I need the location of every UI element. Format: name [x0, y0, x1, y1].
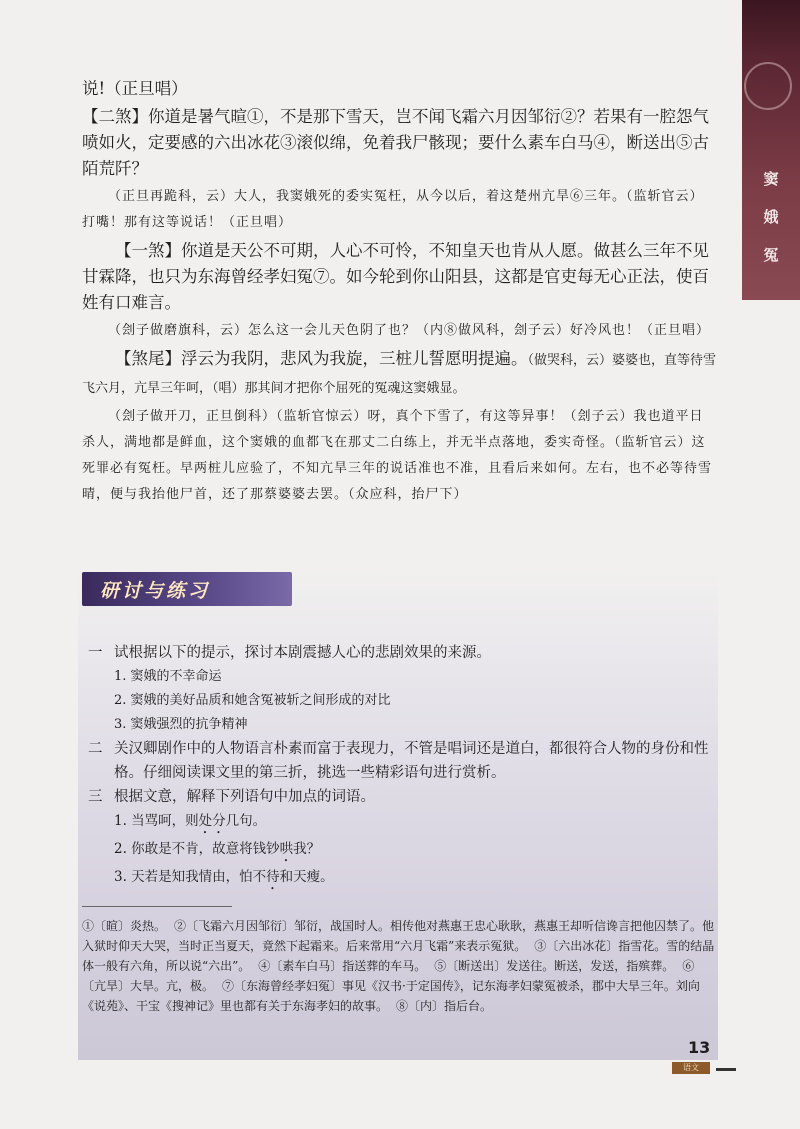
subitem-text: 几句。 [225, 813, 267, 829]
dotted-word: 处分 [198, 813, 226, 829]
body-paragraph [82, 104, 717, 182]
side-title-char: 冤 [763, 246, 779, 264]
exercise-text: 根据文意，解释下列语句中加点的词语。 [114, 789, 375, 805]
exercise-text: 关汉卿剧作中的人物语言朴素而富于表现力，不管是唱词还是道白，都很符合人物的身份和性格。仔细阅读课文里的第三折，挑选一些精彩语句进行赏析。 [114, 741, 709, 781]
footnote: ⑧〔内〕指后台。 [396, 999, 493, 1013]
subitem-text: 2. 你敢是不肯，故意将钱钞 [114, 841, 280, 857]
body-paragraph [82, 184, 717, 236]
exercise-number: 一 [88, 645, 103, 661]
footnote: ③〔六出冰花〕指雪花。雪的结晶体一般有六角，所以说“六出”。 [82, 939, 715, 973]
body-paragraph [82, 76, 717, 102]
exercise-subitem [88, 837, 718, 865]
body-paragraph [82, 238, 717, 316]
exercise-list [88, 641, 718, 893]
dotted-word: 待 [266, 869, 280, 885]
exercise-item [88, 641, 718, 665]
side-title-char: 窦 [763, 170, 779, 188]
exercise-item [88, 737, 718, 785]
page-number: 13 [688, 1038, 711, 1057]
body-text [82, 76, 717, 510]
exercise-subitem [88, 809, 718, 837]
subitem-text: 1. 当骂呵，则 [114, 813, 199, 829]
subitem-text: 3. 天若是知我情由，怕不 [114, 869, 267, 885]
exercise-number: 三 [88, 789, 103, 805]
ornament-icon [744, 62, 792, 110]
footnote: ⑦〔东海曾经孝妇冤〕事见《汉书·于定国传》，记东海孝妇蒙冤被杀，郡中大旱三年。刘向《说苑》、干宝《搜神记》里也都有关于东海孝妇的故事。 [82, 979, 700, 1013]
exercise-subitem: 2. 窦娥的美好品质和她含冤被斩之间形成的对比 [114, 693, 391, 708]
footnotes [82, 916, 718, 1016]
stage-direction: （做哭科，云）婆婆也，直等待雪飞六月，亢旱三年呵，（唱）那其间才把你个屈死的冤魂这窦娥显。 [82, 353, 717, 396]
body-paragraph [82, 318, 717, 344]
body-paragraph [82, 404, 717, 508]
footnote: ⑥〔亢旱〕大旱。亢，极。 [82, 959, 695, 993]
paragraph-text: （正旦再跪科，云）大人，我窦娥死的委实冤枉，从今以后，着这楚州亢旱⑥三年。（监斩官云）打嘴！那有这等说话！（正旦唱） [82, 189, 704, 230]
footnote: ⑤〔断送出〕发送往。断送，发送，指殡葬。 [434, 959, 675, 973]
exercise-subitem: 1. 窦娥的不幸命运 [114, 669, 222, 684]
page-label: 语文 [672, 1062, 710, 1074]
footnote: ②〔飞霜六月因邹衍〕邹衍，战国时人。相传他对燕惠王忠心耿耿，燕惠王却听信谗言把他囚禁了。他入狱时仰天大哭，当时正当夏天，竟然下起霜来。后来常用“六月飞霜”来表示冤狱。 [82, 919, 715, 953]
dotted-word: 哄 [279, 841, 294, 857]
footnote: ①〔暄〕炎热。 [82, 919, 167, 933]
footnote-divider [82, 906, 232, 907]
exercise-item [88, 785, 718, 809]
side-tab-title [756, 160, 786, 274]
side-title-char: 娥 [763, 208, 779, 226]
exercise-text: 试根据以下的提示，探讨本剧震撼人心的悲剧效果的来源。 [114, 645, 491, 661]
footnote: ④〔素车白马〕指送葬的车马。 [258, 959, 427, 973]
paragraph-text: 【煞尾】浮云为我阴，悲风为我旋，三桩儿誓愿明提遍。 [115, 349, 528, 368]
side-tab [742, 0, 800, 300]
body-paragraph [82, 346, 717, 402]
exercise-subitem: 3. 窦娥强烈的抗争精神 [114, 717, 248, 732]
exercise-number: 二 [88, 741, 103, 757]
subitem-text: 和天瘦。 [279, 869, 334, 885]
subitem-text: 我？ [293, 841, 321, 857]
page-mark-icon [716, 1060, 736, 1071]
section-banner: 研讨与练习 [82, 572, 292, 606]
paragraph-text: 【二煞】你道是暑气暄①，不是那下雪天，岂不闻飞霜六月因邹衍②？若果有一腔怨气喷如火，定要感的六出冰花③滚似绵，免着我尸骸现；要什么素车白马④，断送出⑤古陌荒阡？ [82, 107, 709, 178]
paragraph-text: 【一煞】你道是天公不可期，人心不可怜，不知皇天也肯从人愿。做甚么三年不见甘霖降，也只为东海曾经孝妇冤⑦。如今轮到你山阳县，这都是官吏每无心正法，使百姓有口难言。 [82, 241, 709, 312]
paragraph-text: （刽子做开刀，正旦倒科）（监斩官惊云）呀，真个下雪了，有这等异事！（刽子云）我也道平日杀人，满地都是鲜血，这个窦娥的血都飞在那丈二白练上，并无半点落地，委实奇怪。（监斩官云）这死罪必有冤枉。早两桩儿应验了，不知亢旱三年的说话准也不准，且看后来如何。左右，也不必等待雪晴，便与我抬他尸首，还了那蔡婆婆去罢。（众应科，抬尸下） [82, 409, 713, 502]
paragraph-text: （刽子做磨旗科，云）怎么这一会儿天色阴了也？（内⑧做风科，刽子云）好冷风也！（正旦唱） [108, 323, 711, 338]
paragraph-text: 说!（正旦唱） [82, 79, 188, 98]
exercise-subitem [88, 865, 718, 893]
